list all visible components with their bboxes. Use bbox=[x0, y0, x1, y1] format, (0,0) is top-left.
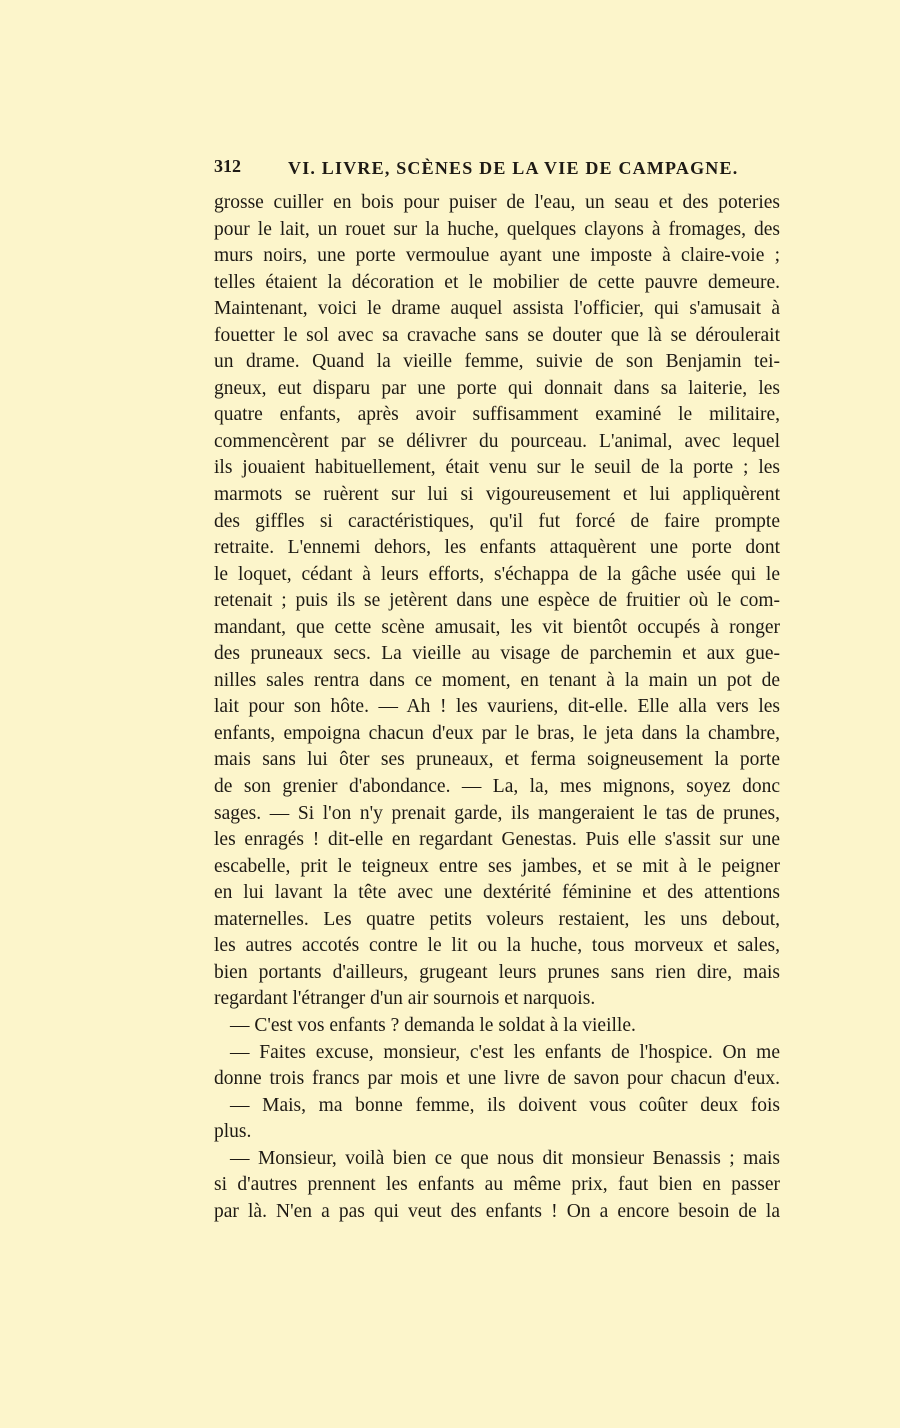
text-line: escabelle, prit le teigneux entre ses jambes, et se mit à le peigner bbox=[214, 855, 780, 877]
text-line: mandant, que cette scène amusait, les vit bientôt occupés à ronger bbox=[214, 616, 780, 638]
body-text bbox=[214, 190, 780, 1225]
text-line: de son grenier d'abondance. — La, la, mes mignons, soyez donc bbox=[214, 776, 780, 798]
text-line: — C'est vos enfants ? demanda le soldat à la vieille. bbox=[230, 1014, 636, 1036]
text-line: retraite. L'ennemi dehors, les enfants attaquèrent une porte dont bbox=[214, 537, 780, 559]
text-line: bien portants d'ailleurs, grugeant leurs prunes sans rien dire, mais bbox=[214, 961, 780, 983]
text-line: les enragés ! dit-elle en regardant Genestas. Puis elle s'assit sur une bbox=[214, 829, 780, 851]
text-line: grosse cuiller en bois pour puiser de l'eau, un seau et des poteries bbox=[214, 192, 780, 213]
text-line: lait pour son hôte. — Ah ! les vauriens, dit-elle. Elle alla vers les bbox=[214, 696, 780, 718]
text-line: en lui lavant la tête avec une dextérité féminine et des attentions bbox=[214, 882, 780, 904]
text-line: pour le lait, un rouet sur la huche, quelques clayons à fromages, des bbox=[214, 218, 780, 240]
text-line: gneux, eut disparu par une porte qui donnait dans sa laiterie, les bbox=[214, 377, 780, 399]
text-line: murs noirs, une porte vermoulue ayant une imposte à claire-voie ; bbox=[214, 245, 780, 267]
text-line: telles étaient la décoration et le mobilier de cette pauvre demeure. bbox=[214, 271, 780, 293]
text-line: par là. N'en a pas qui veut des enfants ! On a encore besoin de la bbox=[214, 1200, 780, 1222]
text-line: Maintenant, voici le drame auquel assista l'officier, qui s'amusait à bbox=[214, 298, 780, 320]
text-line: un drame. Quand la vieille femme, suivie de son Benjamin tei- bbox=[214, 351, 780, 373]
text-line: plus. bbox=[214, 1121, 252, 1143]
text-line: commencèrent par se délivrer du pourceau. L'animal, avec lequel bbox=[214, 430, 780, 452]
text-line: nilles sales rentra dans ce moment, en tenant à la main un pot de bbox=[214, 669, 780, 691]
text-line: fouetter le sol avec sa cravache sans se douter que là se déroulerait bbox=[214, 324, 780, 346]
text-line: les autres accotés contre le lit ou la huche, tous morveux et sales, bbox=[214, 935, 780, 957]
page-number: 312 bbox=[214, 156, 241, 176]
text-line: retenait ; puis ils se jetèrent dans une espèce de fruitier où le com- bbox=[214, 590, 780, 612]
text-line: mais sans lui ôter ses pruneaux, et ferma soigneusement la porte bbox=[214, 749, 780, 771]
text-line: le loquet, cédant à leurs efforts, s'échappa de la gâche usée qui le bbox=[214, 563, 780, 585]
text-line: marmots se ruèrent sur lui si vigoureusement et lui appliquèrent bbox=[214, 484, 780, 506]
text-line: sages. — Si l'on n'y prenait garde, ils mangeraient le tas de prunes, bbox=[214, 802, 780, 824]
page-header bbox=[214, 156, 782, 184]
text-line: quatre enfants, après avoir suffisamment examiné le militaire, bbox=[214, 404, 780, 426]
running-title: VI. LIVRE, SCÈNES DE LA VIE DE CAMPAGNE. bbox=[288, 158, 739, 178]
text-line: maternelles. Les quatre petits voleurs restaient, les uns debout, bbox=[214, 908, 780, 930]
text-line: donne trois francs par mois et une livre de savon pour chacun d'eux. bbox=[214, 1068, 780, 1090]
text-line: si d'autres prennent les enfants au même prix, faut bien en passer bbox=[214, 1174, 780, 1196]
text-line: — Faites excuse, monsieur, c'est les enfants de l'hospice. On me bbox=[230, 1041, 780, 1063]
text-line: des giffles si caractéristiques, qu'il fut forcé de faire prompte bbox=[214, 510, 780, 532]
text-line: enfants, empoigna chacun d'eux par le bras, le jeta dans la chambre, bbox=[214, 722, 780, 744]
text-line: — Monsieur, voilà bien ce que nous dit monsieur Benassis ; mais bbox=[230, 1147, 780, 1169]
text-line: regardant l'étranger d'un air sournois et narquois. bbox=[214, 988, 596, 1010]
text-line: — Mais, ma bonne femme, ils doivent vous coûter deux fois bbox=[230, 1094, 780, 1116]
text-line: des pruneaux secs. La vieille au visage de parchemin et aux gue- bbox=[214, 643, 780, 665]
text-line: ils jouaient habituellement, était venu sur le seuil de la porte ; les bbox=[214, 457, 780, 479]
